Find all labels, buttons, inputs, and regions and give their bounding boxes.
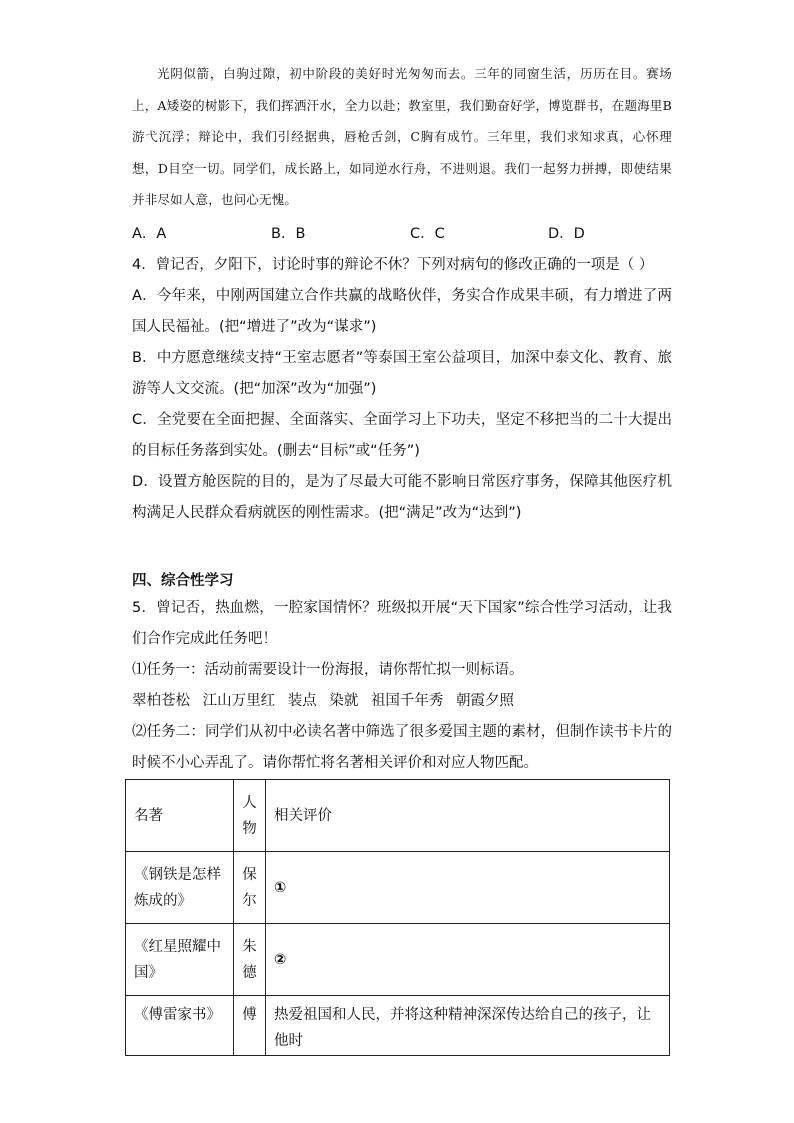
reading-passage [132, 58, 672, 216]
phrase-item: 祖国千年秀 [370, 693, 444, 709]
works-table [125, 779, 670, 1056]
cell-person: 傅 [234, 996, 266, 1056]
q4-option-d [132, 467, 672, 529]
table-row [126, 996, 670, 1056]
header-work: 名著 [126, 780, 234, 852]
cell-comment: ② [266, 924, 670, 996]
table-row [126, 852, 670, 924]
option-a: A．A [132, 226, 167, 242]
header-person: 人物 [234, 780, 266, 852]
cell-work: 《钢铁是怎样炼成的》 [126, 852, 234, 924]
q4-option-c [132, 405, 672, 467]
cell-comment: 热爱祖国和人民，并将这种精神深深传达给自己的孩子，让他时 [266, 996, 670, 1056]
cell-work: 《傅雷家书》 [126, 996, 234, 1056]
q4-option-a-text: A．今年来，中刚两国建立合作共赢的战略伙伴，务实合作成果丰硕，有力增进了两国人民福祉。(把“增进了”改为“谋求”) [132, 288, 672, 335]
option-b: B．B [271, 226, 306, 242]
table-header-row [126, 780, 670, 852]
q4-option-d-text: D．设置方舱医院的目的，是为了尽最大可能不影响日常医疗事务，保障其他医疗机构满足人民群众看病就医的刚性需求。(把“满足”改为“达到”) [132, 474, 672, 521]
cell-person: 朱德 [234, 924, 266, 996]
section-title: 四、综合性学习 [132, 573, 234, 589]
q4-option-b-text: B．中方愿意继续支持“王室志愿者”等泰国王室公益项目，加深中泰文化、教育、旅游等人文交流。(把“加深”改为“加强”) [132, 350, 672, 397]
q5-stem [132, 593, 672, 655]
phrase-list [132, 686, 522, 717]
table-row [126, 924, 670, 996]
option-d: D．D [548, 226, 585, 242]
cell-work: 《红星照耀中国》 [126, 924, 234, 996]
q5-task2 [132, 717, 672, 779]
cell-comment: ① [266, 852, 670, 924]
phrase-item: 朝霞夕照 [456, 693, 515, 709]
q3-options [132, 219, 672, 250]
header-comment: 相关评价 [266, 780, 670, 852]
q4-stem: 4．曾记否，夕阳下，讨论时事的辩论不休？下列对病句的修改正确的一项是（ ） [132, 257, 654, 273]
phrase-item: 翠柏苍松 [132, 693, 190, 709]
cell-person: 保尔 [234, 852, 266, 924]
passage-text: 光阴似箭，白驹过隙，初中阶段的美好时光匆匆而去。三年的同窗生活，历历在目。赛场上，A矮姿的树影下，我们挥洒汗水，全力以赴；教室里，我们勤奋好学，博览群书，在题海里B游弋沉浮；辩论中，我们引经据典，唇枪舌剑，C胸有成竹。三年里，我们求知求真，心怀理想，D目空一切。同学们，成长路上，如同逆水行舟，不进则退。我们一起努力拼搏，即使结果并非尽如人意，也问心无愧。 [132, 66, 672, 207]
phrase-item: 染就 [329, 693, 359, 709]
q5-task1: ⑴任务一：活动前需要设计一份海报，请你帮忙拟一则标语。 [132, 662, 524, 678]
q5-stem-text: 5．曾记否，热血燃，一腔家国情怀？班级拟开展“天下国家”综合性学习活动，让我们合作完成此任务吧！ [132, 600, 672, 647]
phrase-item: 江山万里红 [202, 693, 276, 709]
option-c: C．C [410, 226, 445, 242]
q4-option-b [132, 343, 672, 405]
q4-option-c-text: C．全党要在全面把握、全面落实、全面学习上下功夫，坚定不移把当的二十大提出的目标任务落到实处。(删去“目标”或“任务”) [132, 412, 672, 459]
phrase-item: 装点 [287, 693, 317, 709]
q4-option-a [132, 281, 672, 343]
q5-task2-text: ⑵任务二：同学们从初中必读名著中筛选了很多爱国主题的素材，但制作读书卡片的时候不小心弄乱了。请你帮忙将名著相关评价和对应人物匹配。 [132, 724, 672, 771]
